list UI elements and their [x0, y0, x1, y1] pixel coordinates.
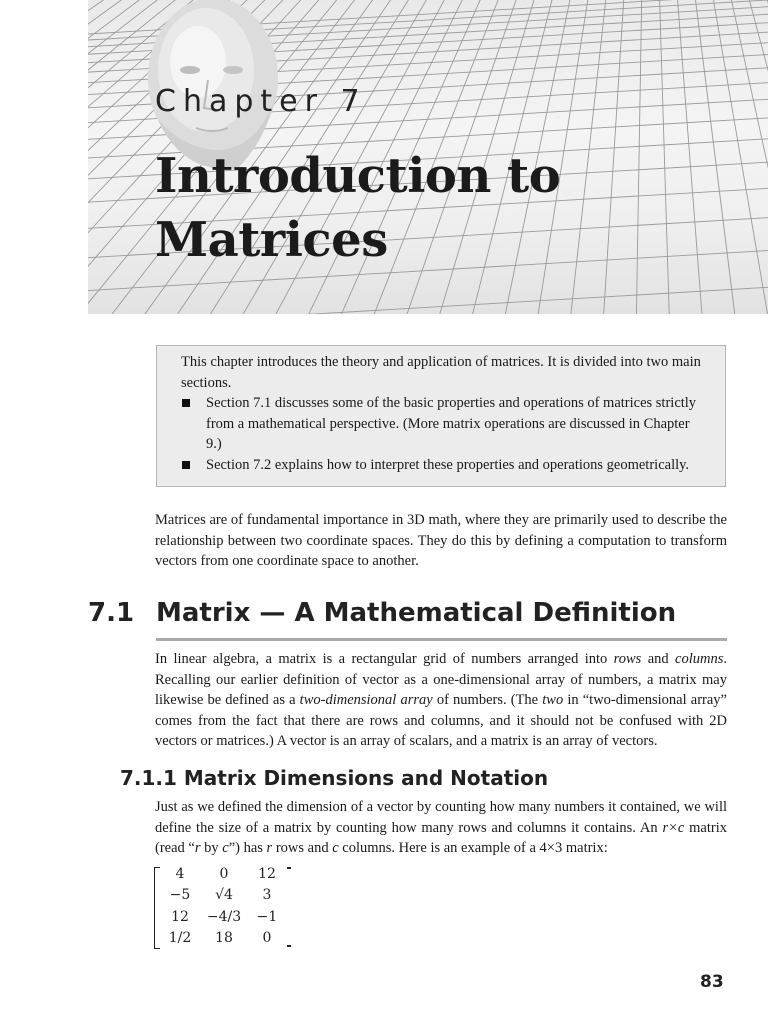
grid-line: [648, 0, 768, 314]
term-rows: rows: [613, 651, 642, 667]
grid-line: [648, 0, 768, 314]
example-matrix: [154, 863, 294, 949]
matrix-grid: [160, 863, 286, 949]
term-c: c: [332, 840, 339, 856]
grid-line: [648, 0, 768, 314]
matrix-cell: 18: [215, 930, 233, 947]
grid-line: [648, 0, 768, 314]
matrix-row: [160, 863, 286, 885]
text-run: and: [641, 651, 676, 667]
term-r: r: [266, 840, 273, 856]
section-number: 7.1: [88, 598, 135, 628]
grid-line: [648, 0, 768, 314]
grid-line: [648, 0, 768, 314]
chapter-title-line1: Introduction to: [155, 148, 561, 204]
chapter-banner: [88, 0, 768, 314]
grid-line: [648, 0, 768, 314]
grid-line: [648, 0, 768, 314]
grid-line: [648, 0, 768, 314]
grid-line: [648, 0, 768, 314]
chapter-label: Chapter 7: [155, 84, 367, 119]
summary-item: [181, 455, 701, 476]
text-run: of numbers. (The: [432, 692, 543, 708]
matrix-right-bracket-top: [287, 867, 291, 869]
matrix-row: [160, 928, 286, 950]
grid-line: [648, 0, 768, 314]
section-title: Matrix — A Mathematical Definition: [156, 598, 677, 628]
grid-line: [648, 0, 768, 314]
grid-line: [648, 0, 768, 314]
term-two: two: [542, 692, 564, 708]
grid-line: [648, 0, 768, 314]
grid-line: [648, 0, 768, 314]
grid-line: [648, 0, 768, 314]
summary-item-text: Section 7.2 explains how to interpret these properties and operations geometrically.: [206, 456, 690, 473]
grid-line: [648, 0, 768, 314]
matrix-right-bracket-bottom: [287, 945, 291, 947]
section-divider: [156, 638, 727, 641]
summary-item-text: Section 7.1 discusses some of the basic properties and operations of matrices strictly from a mathematical perspective. (More matrix operations are discussed in Chapter 9.): [206, 395, 697, 452]
grid-line: [648, 0, 768, 314]
matrix-cell: 12: [258, 865, 276, 882]
matrix-row: [160, 906, 286, 928]
grid-line: [648, 0, 768, 314]
term-rxc: r×c: [662, 819, 685, 836]
term-two-dimensional-array: two-dimensional array: [299, 692, 433, 708]
matrix-cell: 0: [262, 930, 272, 947]
grid-line: [648, 0, 768, 314]
grid-line: [648, 0, 768, 314]
grid-line: [648, 0, 768, 314]
grid-line: [648, 0, 768, 314]
matrix-cell: 0: [219, 865, 229, 882]
text-run: In linear algebra, a matrix is a rectangular grid of numbers arranged into: [155, 651, 614, 667]
summary-intro: This chapter introduces the theory and application of matrices. It is divided into two main sections.: [181, 354, 701, 391]
grid-line: [648, 0, 768, 314]
grid-line: [648, 0, 768, 314]
grid-line: [648, 0, 768, 314]
matrix-cell: −1: [256, 908, 278, 925]
term-c: c: [222, 840, 229, 856]
matrix-cell: 3: [262, 887, 272, 904]
term-columns: columns: [675, 651, 724, 667]
grid-line: [648, 0, 768, 314]
grid-line: [648, 0, 768, 314]
grid-line: [648, 0, 768, 314]
grid-line: [88, 287, 768, 314]
chapter-summary-box: [156, 345, 726, 487]
text-run: by: [200, 840, 223, 856]
matrix-cell: 12: [171, 908, 189, 925]
matrix-cell: −5: [169, 887, 191, 904]
grid-line: [648, 0, 768, 314]
grid-line: [648, 0, 768, 314]
grid-line: [648, 0, 768, 314]
page-number: 83: [700, 972, 724, 992]
text-run: rows and: [272, 840, 333, 856]
grid-line: [648, 0, 768, 314]
grid-line: [648, 0, 768, 314]
square-bullet-icon: [182, 399, 190, 407]
grid-line: [648, 0, 768, 314]
text-run: . Recalling our earlier definition of vector as a one-dimensional array of numbers, a matrix may likewise be defined as a: [155, 651, 728, 708]
matrix-cell: √4: [215, 887, 233, 904]
section-paragraph: [155, 649, 727, 752]
text-run: Just as we defined the dimension of a vector by counting how many numbers it contained, we will define the size of a matrix by counting how many rows and columns it contains. An: [155, 799, 727, 836]
text-run: ”) has: [228, 840, 267, 856]
text-run: in “two-dimensional array” comes from the fact that there are rows and columns, and it should not be confused with 2D vectors or matrices.) A vector is an array of scalars, and a matrix is an array of vectors.: [155, 692, 727, 749]
grid-line: [648, 0, 768, 314]
grid-line: [648, 0, 768, 314]
grid-line: [648, 0, 768, 314]
grid-line: [648, 0, 768, 314]
matrix-row: [160, 885, 286, 907]
grid-line: [648, 0, 768, 314]
chapter-title-line2: Matrices: [155, 212, 388, 268]
matrix-cell: −4/3: [206, 908, 242, 925]
grid-line: [648, 0, 768, 314]
grid-line: [648, 0, 768, 314]
intro-paragraph: Matrices are of fundamental importance in 3D math, where they are primarily used to describe the relationship between two coordinate spaces. They do this by defining a computation to transform vectors from one coordinate space to another.: [155, 512, 727, 569]
matrix-cell: 4: [175, 865, 185, 882]
text-run: matrix (read “: [155, 819, 728, 856]
grid-line: [648, 0, 768, 314]
subsection-paragraph: [155, 797, 727, 859]
term-r: r: [194, 840, 201, 856]
summary-list: [181, 393, 701, 475]
summary-item: [181, 393, 701, 455]
grid-line: [648, 0, 768, 314]
chapter-title: [155, 144, 560, 272]
grid-line: [648, 0, 670, 314]
square-bullet-icon: [182, 461, 190, 469]
text-run: columns. Here is an example of a 4×3 matrix:: [338, 840, 608, 856]
matrix-cell: 1/2: [168, 930, 192, 947]
subsection-title: 7.1.1 Matrix Dimensions and Notation: [120, 766, 549, 790]
grid-line: [648, 0, 768, 314]
grid-line: [636, 0, 648, 314]
